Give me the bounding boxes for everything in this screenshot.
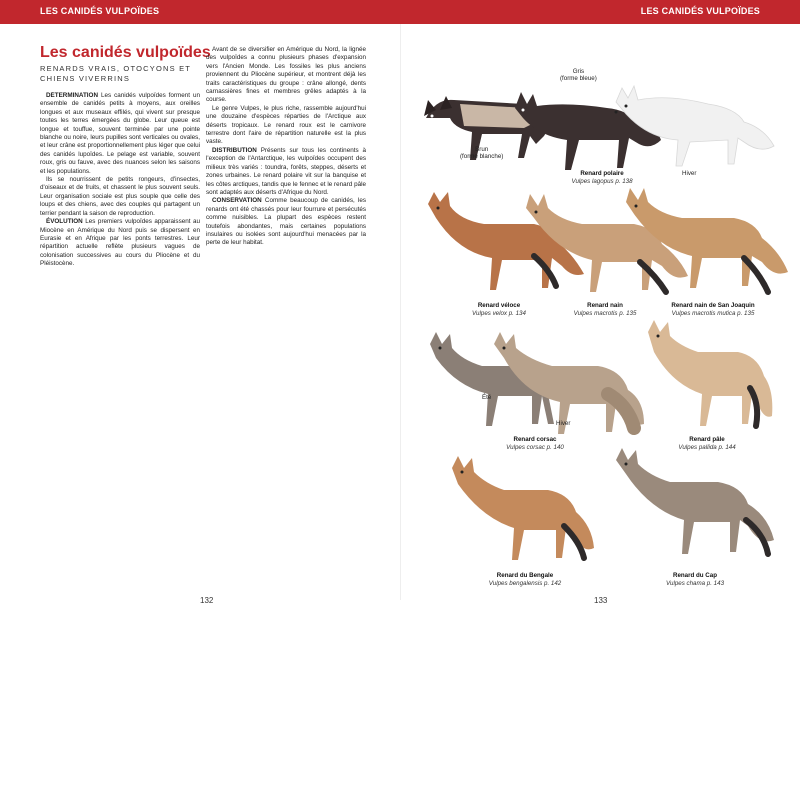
article-subtitle: RENARDS VRAIS, OTOCYONS ET CHIENS VIVERRINS: [40, 64, 191, 83]
caption-scientific: Vulpes lagopus p. 138: [571, 177, 633, 185]
caption-name: Renard du Cap: [672, 572, 717, 579]
paragraph-text: Présents sur tous les continents à l'exception de l'Antarctique, les vulpoïdes occupent des milieux très variés : toundra, forêts, steppes, déserts et zones urbaines. Le renard polaire vit sur la banquise et les côtes arctiques, tandis que le fennec et le renard pâle sont adaptés aux déserts d'Afrique du Nord.: [206, 146, 366, 196]
paragraph: [40, 218, 200, 268]
caption-san-joaquin-kit-fox: [648, 302, 778, 317]
caption-bengal-fox: [470, 572, 580, 587]
paragraph-text: Ils se nourrissent de petits rongeurs, d'insectes, d'oiseaux et de fruits, et chassent le plus souvent seuls. Leur organisation sociale est plus souple que celle des loups et des chiens, avec des couples qui partagent un terrier pendant la saison de reproduction.: [40, 176, 200, 217]
fox-illustration-pale-fox: [644, 318, 774, 434]
paragraph-lead: DISTRIBUTION: [212, 146, 257, 154]
fox-illustration-bengal-fox: [446, 454, 596, 570]
caption-name: Renard pâle: [689, 436, 725, 443]
running-head-right: LES CANIDÉS VULPOÏDES: [640, 6, 760, 16]
paragraph-lead: ÉVOLUTION: [46, 218, 83, 226]
paragraph-text: Les premiers vulpoïdes apparaissent au Miocène en Amérique du Nord puis se dispersent en Eurasie et en Afrique par les ponts terrestres. Leur répartition actuelle reflète plusieurs vagues de colonisation successives au cours du Pliocène et du Pléistocène.: [40, 218, 200, 268]
paragraph: [206, 46, 366, 105]
paragraph-text: Le genre Vulpes, le plus riche, rassemble aujourd'hui une douzaine d'espèces réparties de l'Arctique aux déserts tropicaux. Le renard roux est le carnivore terrestre dont l'aire de répartition naturelle est la plus vaste.: [206, 104, 366, 146]
morph-label-blue: Gris (forme bleue): [560, 68, 597, 82]
caption-scientific: Vulpes bengalensis p. 142: [488, 579, 562, 587]
caption-arctic-fox: [552, 170, 652, 185]
paragraph: [206, 147, 366, 197]
morph-label-brown: Brun (forme blanche): [460, 146, 504, 160]
morph-label-winter: Hiver: [682, 170, 697, 177]
page-gutter: [400, 24, 401, 600]
paragraph: [206, 105, 366, 147]
paragraph-lead: CONSERVATION: [212, 197, 262, 205]
caption-name: Renard polaire: [580, 170, 624, 177]
caption-name: Renard corsac: [513, 436, 557, 443]
paragraph-text: Comme beaucoup de canidés, les renards ont été chassés pour leur fourrure et persécutés comme nuisibles. La plupart des espèces restent toutefois abondantes, mais certaines populations insulaires ou isolées sont aujourd'hui menacées par la perte de leur habitat.: [206, 197, 366, 247]
text-column-1: [40, 92, 200, 584]
paragraph: [206, 197, 366, 247]
caption-kit-fox: [550, 302, 660, 317]
article-title: Les canidés vulpoïdes: [40, 44, 211, 61]
fox-illustration-cape-fox: [610, 443, 780, 566]
caption-name: Renard nain: [587, 302, 623, 309]
caption-scientific: Vulpes macrotis p. 135: [573, 309, 637, 317]
caption-corsac-fox: [480, 436, 590, 451]
fox-illustration-white-morph: [610, 82, 780, 172]
running-head-left: LES CANIDÉS VULPOÏDES: [40, 6, 160, 16]
caption-swift-fox: [444, 302, 554, 317]
caption-scientific: Vulpes corsac p. 140: [506, 443, 564, 451]
caption-scientific: Vulpes velox p. 134: [472, 309, 526, 317]
paragraph: [40, 176, 200, 218]
caption-name: Renard véloce: [477, 302, 521, 309]
season-label-summer: Été: [482, 394, 492, 401]
paragraph-text: Avant de se diversifier en Amérique du Nord, la lignée des vulpoïdes a connu plusieurs phases d'expansion vers l'Ancien Monde. Les fossiles les plus anciens proviennent du Pliocène supérieur, et montrent déjà les traits caractéristiques du groupe : crâne allongé, dents carnassières fines et membres grêles adaptés à la course.: [206, 46, 366, 104]
fox-illustration-san-joaquin-kit-fox: [620, 186, 790, 300]
paragraph-lead: DÉTERMINATION: [46, 92, 99, 99]
paragraph: [40, 92, 200, 176]
caption-scientific: Vulpes pallida p. 144: [678, 443, 736, 451]
text-column-2: [206, 46, 366, 586]
page-number-right: 133: [594, 596, 608, 605]
season-label-winter: Hiver: [556, 420, 571, 427]
caption-name: Renard du Bengale: [496, 572, 554, 579]
page-header-band: [0, 0, 800, 24]
paragraph-text: Les canidés vulpoïdes forment un ensemble de canidés petits à moyens, aux oreilles longues et aux museaux effilés, qui vivent sur presque toutes les terres émergées du globe. Leur queue est longue et touffue, souvent terminée par une pointe blanche ou noire, leurs pupilles sont verticales ou ovales, et leur crâne est proportionnellement plus léger que celui des canidés lupoïdes. Le pelage est variable, souvent roux, gris ou fauve, avec des nuances selon les saisons et les populations.: [40, 92, 200, 175]
caption-scientific: Vulpes macrotis mutica p. 135: [671, 309, 755, 317]
caption-cape-fox: [640, 572, 750, 587]
page-number-left: 132: [200, 596, 214, 605]
caption-name: Renard nain de San Joaquin: [671, 302, 755, 309]
caption-scientific: Vulpes chama p. 143: [665, 579, 725, 587]
